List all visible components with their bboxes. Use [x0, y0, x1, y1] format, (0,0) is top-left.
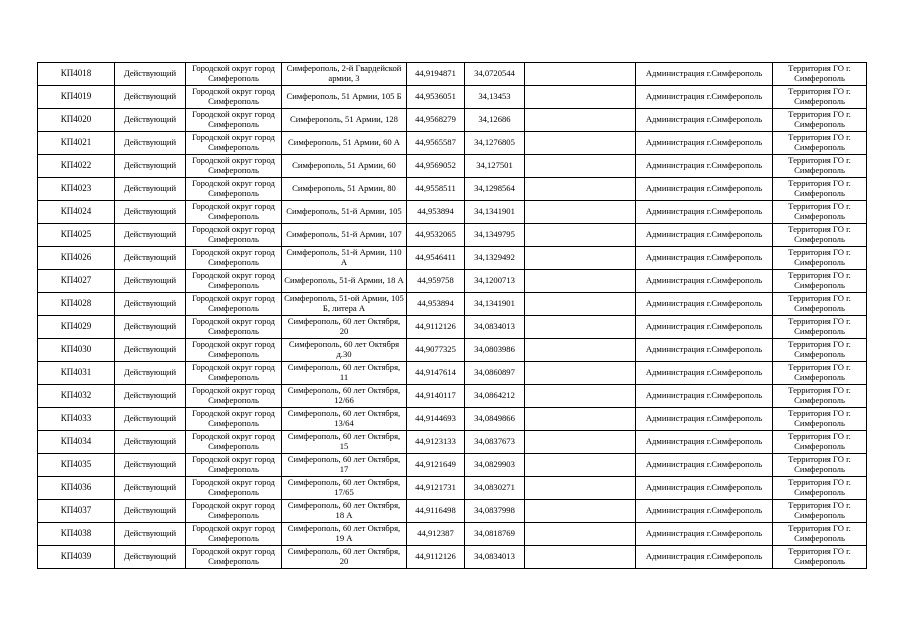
status-cell: Действующий	[115, 86, 186, 109]
address-cell: Симферополь, 51 Армии, 105 Б	[282, 86, 407, 109]
territory-cell: Территория ГО г. Симферополь	[773, 86, 867, 109]
empty-cell	[525, 155, 636, 178]
municipality-cell: Городской округ город Симферополь	[186, 523, 282, 546]
status-cell: Действующий	[115, 523, 186, 546]
latitude-cell: 44,9194871	[407, 63, 465, 86]
address-cell: Симферополь, 51-й Армии, 105	[282, 201, 407, 224]
owner-cell: Администрация г.Симферополь	[636, 385, 773, 408]
latitude-cell: 44,9116498	[407, 500, 465, 523]
table-row	[38, 454, 867, 477]
empty-cell	[525, 431, 636, 454]
owner-cell: Администрация г.Симферополь	[636, 224, 773, 247]
owner-cell: Администрация г.Симферополь	[636, 408, 773, 431]
owner-cell: Администрация г.Симферополь	[636, 155, 773, 178]
latitude-cell: 44,959758	[407, 270, 465, 293]
territory-cell: Территория ГО г. Симферополь	[773, 224, 867, 247]
longitude-cell: 34,0830271	[465, 477, 525, 500]
status-cell: Действующий	[115, 270, 186, 293]
municipality-cell: Городской округ город Симферополь	[186, 477, 282, 500]
longitude-cell: 34,0837673	[465, 431, 525, 454]
table-row	[38, 247, 867, 270]
address-cell: Симферополь, 51-й Армии, 107	[282, 224, 407, 247]
row-id-cell: КП4028	[38, 293, 115, 316]
empty-cell	[525, 454, 636, 477]
status-cell: Действующий	[115, 109, 186, 132]
owner-cell: Администрация г.Симферополь	[636, 109, 773, 132]
latitude-cell: 44,9569052	[407, 155, 465, 178]
row-id-cell: КП4034	[38, 431, 115, 454]
municipality-cell: Городской округ город Симферополь	[186, 224, 282, 247]
latitude-cell: 44,9546411	[407, 247, 465, 270]
municipality-cell: Городской округ город Симферополь	[186, 63, 282, 86]
longitude-cell: 34,0829903	[465, 454, 525, 477]
status-cell: Действующий	[115, 178, 186, 201]
owner-cell: Администрация г.Симферополь	[636, 270, 773, 293]
row-id-cell: КП4023	[38, 178, 115, 201]
status-cell: Действующий	[115, 224, 186, 247]
municipality-cell: Городской округ город Симферополь	[186, 408, 282, 431]
territory-cell: Территория ГО г. Симферополь	[773, 293, 867, 316]
table-row	[38, 201, 867, 224]
empty-cell	[525, 500, 636, 523]
row-id-cell: КП4029	[38, 316, 115, 339]
owner-cell: Администрация г.Симферополь	[636, 63, 773, 86]
territory-cell: Территория ГО г. Симферополь	[773, 339, 867, 362]
municipality-cell: Городской округ город Симферополь	[186, 339, 282, 362]
empty-cell	[525, 362, 636, 385]
empty-cell	[525, 293, 636, 316]
empty-cell	[525, 178, 636, 201]
territory-cell: Территория ГО г. Симферополь	[773, 316, 867, 339]
address-cell: Симферополь, 60 лет Октября, 17	[282, 454, 407, 477]
table-row	[38, 155, 867, 178]
territory-cell: Территория ГО г. Симферополь	[773, 385, 867, 408]
table-row	[38, 362, 867, 385]
territory-cell: Территория ГО г. Симферополь	[773, 63, 867, 86]
address-cell: Симферополь, 60 лет Октября, 17/65	[282, 477, 407, 500]
owner-cell: Администрация г.Симферополь	[636, 86, 773, 109]
longitude-cell: 34,1329492	[465, 247, 525, 270]
municipality-cell: Городской округ город Симферополь	[186, 270, 282, 293]
table-row	[38, 270, 867, 293]
table-row	[38, 546, 867, 569]
empty-cell	[525, 339, 636, 362]
empty-cell	[525, 270, 636, 293]
row-id-cell: КП4018	[38, 63, 115, 86]
longitude-cell: 34,1349795	[465, 224, 525, 247]
territory-cell: Территория ГО г. Симферополь	[773, 477, 867, 500]
status-cell: Действующий	[115, 293, 186, 316]
row-id-cell: КП4038	[38, 523, 115, 546]
table-row	[38, 224, 867, 247]
row-id-cell: КП4033	[38, 408, 115, 431]
address-cell: Симферополь, 60 лет Октября д.30	[282, 339, 407, 362]
table-row	[38, 109, 867, 132]
row-id-cell: КП4019	[38, 86, 115, 109]
latitude-cell: 44,9140117	[407, 385, 465, 408]
table-row	[38, 523, 867, 546]
longitude-cell: 34,0849866	[465, 408, 525, 431]
owner-cell: Администрация г.Симферополь	[636, 523, 773, 546]
latitude-cell: 44,9123133	[407, 431, 465, 454]
status-cell: Действующий	[115, 546, 186, 569]
municipality-cell: Городской округ город Симферополь	[186, 132, 282, 155]
empty-cell	[525, 224, 636, 247]
address-cell: Симферополь, 51 Армии, 60 А	[282, 132, 407, 155]
address-cell: Симферополь, 51-й Армии, 110 А	[282, 247, 407, 270]
municipality-cell: Городской округ город Симферополь	[186, 500, 282, 523]
longitude-cell: 34,0834013	[465, 316, 525, 339]
owner-cell: Администрация г.Симферополь	[636, 546, 773, 569]
longitude-cell: 34,0860897	[465, 362, 525, 385]
longitude-cell: 34,0720544	[465, 63, 525, 86]
empty-cell	[525, 132, 636, 155]
municipality-cell: Городской округ город Симферополь	[186, 431, 282, 454]
owner-cell: Администрация г.Симферополь	[636, 201, 773, 224]
empty-cell	[525, 546, 636, 569]
address-cell: Симферополь, 60 лет Октября, 19 А	[282, 523, 407, 546]
municipality-cell: Городской округ город Симферополь	[186, 293, 282, 316]
table-row	[38, 500, 867, 523]
address-cell: Симферополь, 60 лет Октября, 11	[282, 362, 407, 385]
empty-cell	[525, 477, 636, 500]
empty-cell	[525, 523, 636, 546]
longitude-cell: 34,1341901	[465, 293, 525, 316]
longitude-cell: 34,1341901	[465, 201, 525, 224]
row-id-cell: КП4025	[38, 224, 115, 247]
address-cell: Симферополь, 51 Армии, 128	[282, 109, 407, 132]
owner-cell: Администрация г.Симферополь	[636, 362, 773, 385]
table-row	[38, 477, 867, 500]
table-row	[38, 339, 867, 362]
empty-cell	[525, 86, 636, 109]
longitude-cell: 34,0803986	[465, 339, 525, 362]
empty-cell	[525, 385, 636, 408]
empty-cell	[525, 247, 636, 270]
address-cell: Симферополь, 60 лет Октября, 20	[282, 546, 407, 569]
owner-cell: Администрация г.Симферополь	[636, 477, 773, 500]
address-cell: Симферополь, 60 лет Октября, 12/66	[282, 385, 407, 408]
latitude-cell: 44,9565587	[407, 132, 465, 155]
row-id-cell: КП4030	[38, 339, 115, 362]
registry-table	[37, 62, 867, 569]
longitude-cell: 34,0818769	[465, 523, 525, 546]
territory-cell: Территория ГО г. Симферополь	[773, 362, 867, 385]
row-id-cell: КП4037	[38, 500, 115, 523]
municipality-cell: Городской округ город Симферополь	[186, 86, 282, 109]
row-id-cell: КП4035	[38, 454, 115, 477]
status-cell: Действующий	[115, 454, 186, 477]
territory-cell: Территория ГО г. Симферополь	[773, 408, 867, 431]
latitude-cell: 44,9121649	[407, 454, 465, 477]
empty-cell	[525, 316, 636, 339]
owner-cell: Администрация г.Симферополь	[636, 178, 773, 201]
table-row	[38, 132, 867, 155]
status-cell: Действующий	[115, 362, 186, 385]
row-id-cell: КП4032	[38, 385, 115, 408]
row-id-cell: КП4020	[38, 109, 115, 132]
territory-cell: Территория ГО г. Симферополь	[773, 454, 867, 477]
municipality-cell: Городской округ город Симферополь	[186, 454, 282, 477]
status-cell: Действующий	[115, 201, 186, 224]
latitude-cell: 44,9558511	[407, 178, 465, 201]
status-cell: Действующий	[115, 431, 186, 454]
status-cell: Действующий	[115, 316, 186, 339]
owner-cell: Администрация г.Симферополь	[636, 293, 773, 316]
status-cell: Действующий	[115, 408, 186, 431]
address-cell: Симферополь, 60 лет Октября, 13/64	[282, 408, 407, 431]
row-id-cell: КП4021	[38, 132, 115, 155]
longitude-cell: 34,1298564	[465, 178, 525, 201]
status-cell: Действующий	[115, 500, 186, 523]
owner-cell: Администрация г.Симферополь	[636, 339, 773, 362]
table-row	[38, 178, 867, 201]
row-id-cell: КП4036	[38, 477, 115, 500]
latitude-cell: 44,9144693	[407, 408, 465, 431]
address-cell: Симферополь, 60 лет Октября, 18 А	[282, 500, 407, 523]
territory-cell: Территория ГО г. Симферополь	[773, 201, 867, 224]
row-id-cell: КП4024	[38, 201, 115, 224]
latitude-cell: 44,9077325	[407, 339, 465, 362]
address-cell: Симферополь, 51 Армии, 80	[282, 178, 407, 201]
territory-cell: Территория ГО г. Симферополь	[773, 523, 867, 546]
territory-cell: Территория ГО г. Симферополь	[773, 500, 867, 523]
latitude-cell: 44,9147614	[407, 362, 465, 385]
longitude-cell: 34,0837998	[465, 500, 525, 523]
row-id-cell: КП4031	[38, 362, 115, 385]
municipality-cell: Городской округ город Симферополь	[186, 546, 282, 569]
table-row	[38, 63, 867, 86]
latitude-cell: 44,953894	[407, 201, 465, 224]
longitude-cell: 34,12686	[465, 109, 525, 132]
longitude-cell: 34,127501	[465, 155, 525, 178]
longitude-cell: 34,1200713	[465, 270, 525, 293]
address-cell: Симферополь, 51 Армии, 60	[282, 155, 407, 178]
table-row	[38, 316, 867, 339]
latitude-cell: 44,953894	[407, 293, 465, 316]
table-row	[38, 385, 867, 408]
latitude-cell: 44,9112126	[407, 316, 465, 339]
empty-cell	[525, 408, 636, 431]
address-cell: Симферополь, 2-й Гвардейской армии, 3	[282, 63, 407, 86]
empty-cell	[525, 63, 636, 86]
table-row	[38, 431, 867, 454]
table-row	[38, 408, 867, 431]
row-id-cell: КП4026	[38, 247, 115, 270]
row-id-cell: КП4039	[38, 546, 115, 569]
latitude-cell: 44,9532065	[407, 224, 465, 247]
status-cell: Действующий	[115, 155, 186, 178]
status-cell: Действующий	[115, 477, 186, 500]
owner-cell: Администрация г.Симферополь	[636, 132, 773, 155]
municipality-cell: Городской округ город Симферополь	[186, 201, 282, 224]
latitude-cell: 44,9568279	[407, 109, 465, 132]
row-id-cell: КП4022	[38, 155, 115, 178]
municipality-cell: Городской округ город Симферополь	[186, 316, 282, 339]
latitude-cell: 44,9112126	[407, 546, 465, 569]
territory-cell: Территория ГО г. Симферополь	[773, 155, 867, 178]
table-row	[38, 86, 867, 109]
municipality-cell: Городской округ город Симферополь	[186, 385, 282, 408]
territory-cell: Территория ГО г. Симферополь	[773, 132, 867, 155]
table-body	[38, 63, 867, 569]
empty-cell	[525, 109, 636, 132]
status-cell: Действующий	[115, 385, 186, 408]
municipality-cell: Городской округ город Симферополь	[186, 155, 282, 178]
territory-cell: Территория ГО г. Симферополь	[773, 546, 867, 569]
territory-cell: Территория ГО г. Симферополь	[773, 431, 867, 454]
status-cell: Действующий	[115, 339, 186, 362]
longitude-cell: 34,13453	[465, 86, 525, 109]
longitude-cell: 34,1276805	[465, 132, 525, 155]
owner-cell: Администрация г.Симферополь	[636, 316, 773, 339]
municipality-cell: Городской округ город Симферополь	[186, 247, 282, 270]
status-cell: Действующий	[115, 63, 186, 86]
owner-cell: Администрация г.Симферополь	[636, 431, 773, 454]
address-cell: Симферополь, 60 лет Октября, 15	[282, 431, 407, 454]
territory-cell: Территория ГО г. Симферополь	[773, 109, 867, 132]
address-cell: Симферополь, 51-й Армии, 18 А	[282, 270, 407, 293]
address-cell: Симферополь, 60 лет Октября, 20	[282, 316, 407, 339]
table-row	[38, 293, 867, 316]
owner-cell: Администрация г.Симферополь	[636, 247, 773, 270]
longitude-cell: 34,0834013	[465, 546, 525, 569]
row-id-cell: КП4027	[38, 270, 115, 293]
latitude-cell: 44,9536051	[407, 86, 465, 109]
municipality-cell: Городской округ город Симферополь	[186, 362, 282, 385]
owner-cell: Администрация г.Симферополь	[636, 500, 773, 523]
status-cell: Действующий	[115, 247, 186, 270]
municipality-cell: Городской округ город Симферополь	[186, 109, 282, 132]
owner-cell: Администрация г.Симферополь	[636, 454, 773, 477]
territory-cell: Территория ГО г. Симферополь	[773, 178, 867, 201]
municipality-cell: Городской округ город Симферополь	[186, 178, 282, 201]
address-cell: Симферополь, 51-ой Армии, 105 Б, литера А	[282, 293, 407, 316]
latitude-cell: 44,912387	[407, 523, 465, 546]
territory-cell: Территория ГО г. Симферополь	[773, 270, 867, 293]
empty-cell	[525, 201, 636, 224]
latitude-cell: 44,9121731	[407, 477, 465, 500]
territory-cell: Территория ГО г. Симферополь	[773, 247, 867, 270]
longitude-cell: 34,0864212	[465, 385, 525, 408]
status-cell: Действующий	[115, 132, 186, 155]
